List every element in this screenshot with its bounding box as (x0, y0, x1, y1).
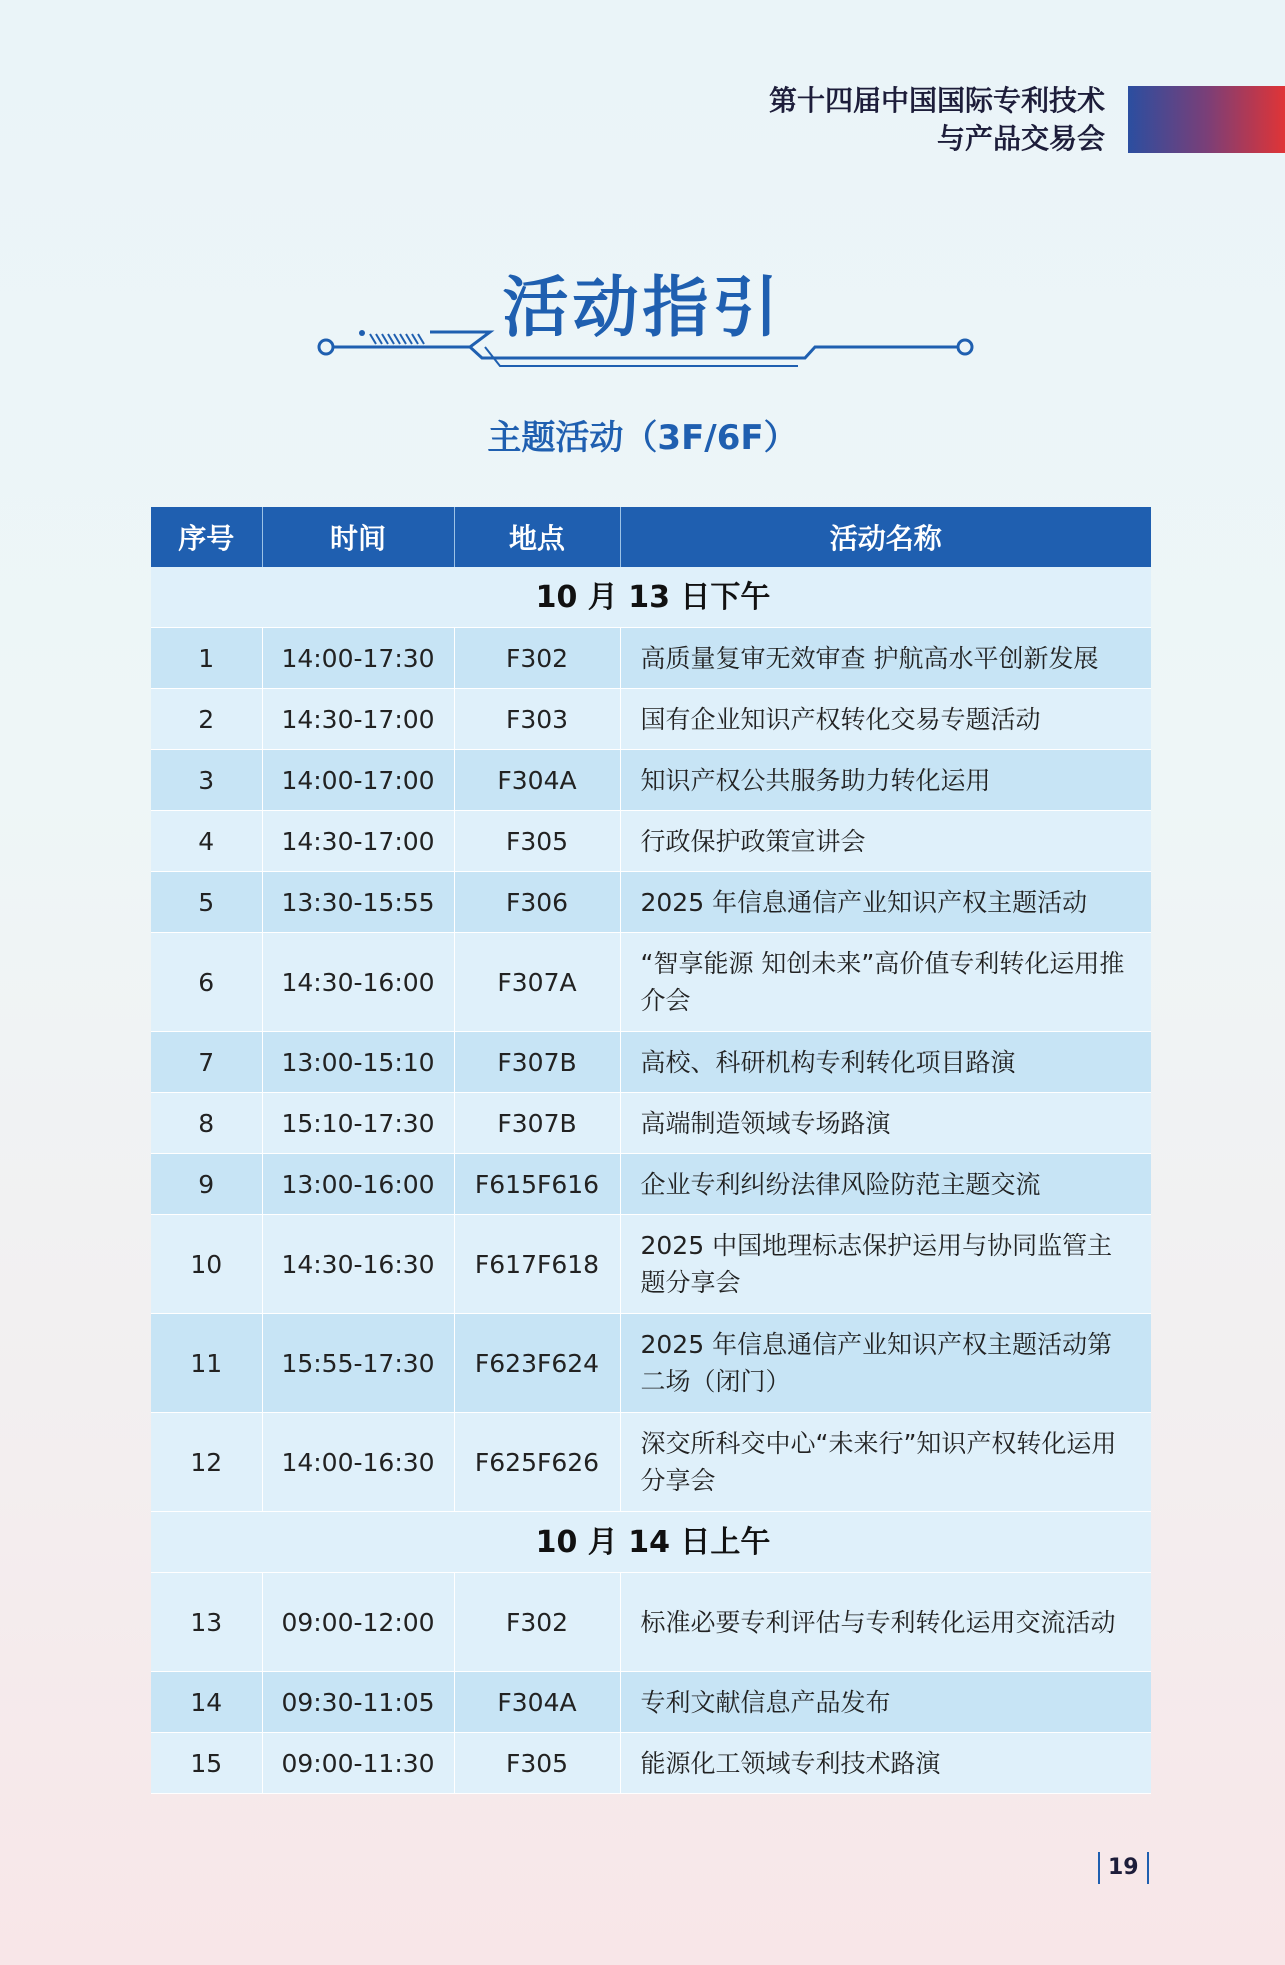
row-no: 4 (151, 811, 262, 872)
row-activity: 行政保护政策宣讲会 (620, 811, 1151, 872)
row-no: 2 (151, 689, 262, 750)
day-label: 10 月 14 日上午 (151, 1512, 1151, 1573)
event-name-line1: 第十四届中国国际专利技术 (768, 84, 1105, 117)
row-place: F305 (454, 1733, 620, 1794)
day-header-row (151, 567, 1151, 628)
table-row (151, 1733, 1151, 1794)
row-time: 13:00-16:00 (262, 1154, 454, 1215)
row-activity: 2025 年信息通信产业知识产权主题活动第二场（闭门） (620, 1314, 1151, 1413)
table-row (151, 933, 1151, 1032)
table-row (151, 1672, 1151, 1733)
row-time: 13:30-15:55 (262, 872, 454, 933)
table-row (151, 628, 1151, 689)
table-row (151, 1032, 1151, 1093)
row-place: F615F616 (454, 1154, 620, 1215)
section-subtitle: 主题活动（3F/6F） (487, 418, 798, 458)
row-no: 8 (151, 1093, 262, 1154)
row-time: 13:00-15:10 (262, 1032, 454, 1093)
row-activity: 国有企业知识产权转化交易专题活动 (620, 689, 1151, 750)
row-place: F302 (454, 1573, 620, 1672)
table-row (151, 750, 1151, 811)
row-time: 14:00-17:30 (262, 628, 454, 689)
col-header-place: 地点 (454, 507, 620, 567)
row-activity: 高质量复审无效审查 护航高水平创新发展 (620, 628, 1151, 689)
row-no: 7 (151, 1032, 262, 1093)
row-place: F623F624 (454, 1314, 620, 1413)
table-header-row (151, 507, 1151, 567)
col-header-time: 时间 (262, 507, 454, 567)
day-header-row (151, 1512, 1151, 1573)
page-number: 19 (1098, 1852, 1149, 1884)
title-ornament (310, 322, 990, 372)
row-place: F625F626 (454, 1413, 620, 1512)
table-row (151, 689, 1151, 750)
row-activity: 高端制造领域专场路演 (620, 1093, 1151, 1154)
row-no: 11 (151, 1314, 262, 1413)
row-time: 09:00-11:30 (262, 1733, 454, 1794)
table-row (151, 1154, 1151, 1215)
row-time: 14:30-17:00 (262, 689, 454, 750)
row-no: 15 (151, 1733, 262, 1794)
row-no: 6 (151, 933, 262, 1032)
col-header-name: 活动名称 (620, 507, 1151, 567)
row-no: 3 (151, 750, 262, 811)
row-time: 14:30-16:30 (262, 1215, 454, 1314)
row-activity: 专利文献信息产品发布 (620, 1672, 1151, 1733)
page-title: 活动指引 (502, 269, 783, 346)
row-place: F303 (454, 689, 620, 750)
row-time: 15:55-17:30 (262, 1314, 454, 1413)
row-activity: “智享能源 知创未来”高价值专利转化运用推介会 (620, 933, 1151, 1032)
row-no: 10 (151, 1215, 262, 1314)
row-place: F617F618 (454, 1215, 620, 1314)
row-place: F307B (454, 1093, 620, 1154)
row-no: 9 (151, 1154, 262, 1215)
row-no: 1 (151, 628, 262, 689)
row-place: F307A (454, 933, 620, 1032)
row-activity: 深交所科交中心“未来行”知识产权转化运用分享会 (620, 1413, 1151, 1512)
row-time: 14:30-16:00 (262, 933, 454, 1032)
row-activity: 2025 年信息通信产业知识产权主题活动 (620, 872, 1151, 933)
row-place: F307B (454, 1032, 620, 1093)
table-row (151, 811, 1151, 872)
row-time: 09:00-12:00 (262, 1573, 454, 1672)
row-activity: 能源化工领域专利技术路演 (620, 1733, 1151, 1794)
row-place: F305 (454, 811, 620, 872)
row-place: F304A (454, 1672, 620, 1733)
row-place: F304A (454, 750, 620, 811)
day-label: 10 月 13 日下午 (151, 567, 1151, 628)
table-row (151, 1413, 1151, 1512)
row-no: 13 (151, 1573, 262, 1672)
row-time: 15:10-17:30 (262, 1093, 454, 1154)
schedule-table (151, 507, 1151, 1794)
row-place: F306 (454, 872, 620, 933)
row-time: 09:30-11:05 (262, 1672, 454, 1733)
table-row (151, 872, 1151, 933)
col-header-no: 序号 (151, 507, 262, 567)
row-time: 14:00-17:00 (262, 750, 454, 811)
row-activity: 2025 中国地理标志保护运用与协同监管主题分享会 (620, 1215, 1151, 1314)
corner-gradient-bar (1128, 86, 1285, 153)
row-activity: 知识产权公共服务助力转化运用 (620, 750, 1151, 811)
table-row (151, 1215, 1151, 1314)
table-row (151, 1093, 1151, 1154)
row-time: 14:00-16:30 (262, 1413, 454, 1512)
table-row (151, 1314, 1151, 1413)
row-activity: 企业专利纠纷法律风险防范主题交流 (620, 1154, 1151, 1215)
row-activity: 高校、科研机构专利转化项目路演 (620, 1032, 1151, 1093)
event-name-line2: 与产品交易会 (936, 122, 1105, 155)
row-no: 12 (151, 1413, 262, 1512)
table-row (151, 1573, 1151, 1672)
row-time: 14:30-17:00 (262, 811, 454, 872)
row-activity: 标准必要专利评估与专利转化运用交流活动 (620, 1573, 1151, 1672)
event-header (769, 82, 1105, 158)
row-place: F302 (454, 628, 620, 689)
row-no: 5 (151, 872, 262, 933)
row-no: 14 (151, 1672, 262, 1733)
